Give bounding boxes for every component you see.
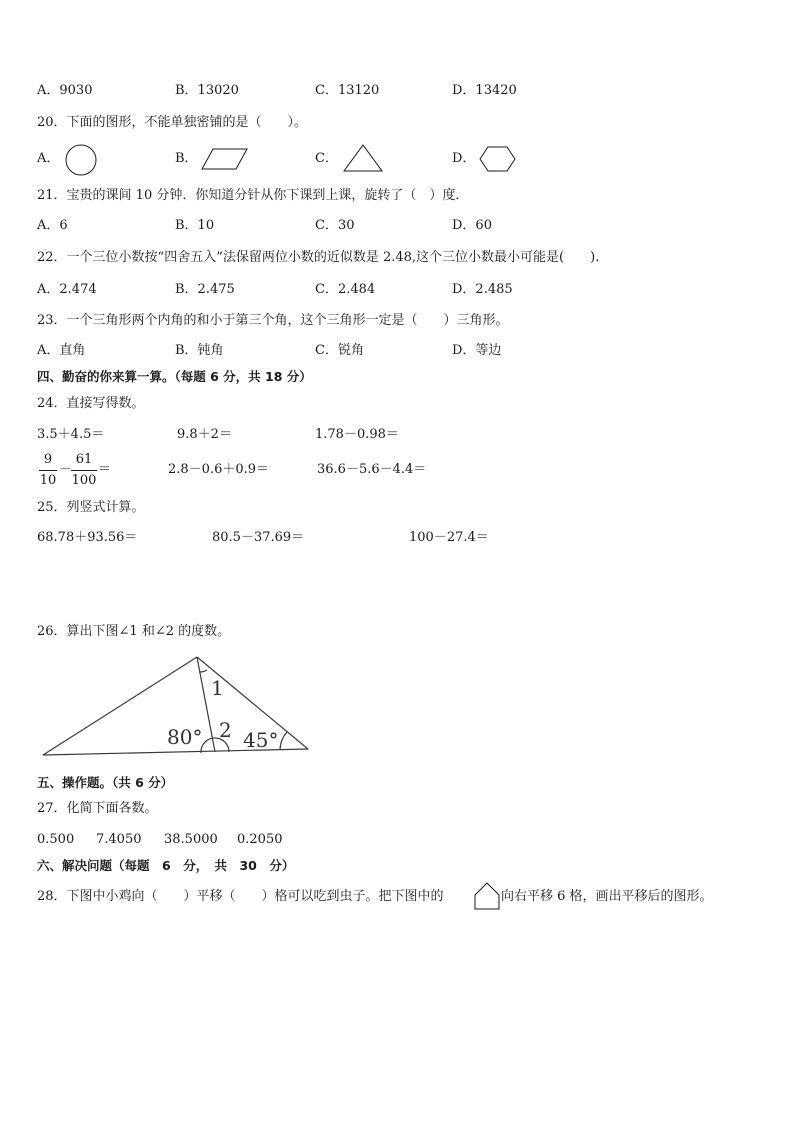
q25-item-2: 80.5－37.69＝ [212, 530, 305, 545]
section-6-heading: 六、解决问题（每题 6 分， 共 30 分） [37, 858, 295, 873]
q22-option-d: D．2.485 [452, 282, 513, 297]
q22-option-b: B．2.475 [175, 282, 235, 297]
section-5-heading: 五、操作题。（共 6 分） [37, 775, 174, 790]
q20-option-a: A． [37, 151, 60, 166]
q23-stem: 23．一个三角形两个内角的和小于第三个角，这个三角形一定是（ ）三角形。 [37, 313, 509, 328]
q20-option-c: C． [315, 151, 338, 166]
section-4-heading: 四、勤奋的你来算一算。（每题 6 分，共 18 分） [37, 369, 312, 384]
q20-option-d: D． [452, 151, 476, 166]
q27-stem: 27．化简下面各数。 [37, 801, 158, 816]
q25-item-1: 68.78＋93.56＝ [37, 530, 138, 545]
q26-stem: 26．算出下图∠1 和∠2 的度数。 [37, 624, 231, 639]
q19-option-d: D．13420 [452, 83, 517, 98]
q22-stem: 22．一个三位小数按“四舍五入”法保留两位小数的近似数是 2.48,这个三位小数最小可能是( ). [37, 250, 600, 265]
house-shape-icon [473, 881, 501, 911]
q22-option-c: C．2.484 [315, 282, 376, 297]
q24-item-1: 3.5＋4.5＝ [37, 427, 105, 442]
q24-item-5: 2.8－0.6＋0.9＝ [168, 462, 270, 477]
angle-label-1: 1 [211, 676, 224, 700]
q24-minus-sign: － [59, 462, 73, 477]
q28-stem-part-1: 28．下图中小鸡向（ ）平移（ ）格可以吃到虫子。把下图中的 [37, 889, 444, 904]
angle-label-45: 45° [243, 728, 279, 752]
q24-equals-sign: ＝ [98, 462, 112, 477]
angle-label-2: 2 [219, 718, 232, 742]
fraction-2-denominator: 100 [71, 473, 97, 488]
q23-option-d: D．等边 [452, 343, 502, 358]
q27-item-2: 7.4050 [96, 832, 142, 847]
q24-item-3: 1.78－0.98＝ [315, 427, 399, 442]
q23-option-c: C．锐角 [315, 343, 364, 358]
angle-label-80: 80° [167, 725, 203, 749]
q25-stem: 25．列竖式计算。 [37, 500, 145, 515]
fraction-2-numerator: 61 [75, 452, 93, 467]
q20-option-b: B． [175, 151, 198, 166]
q24-item-2: 9.8＋2＝ [177, 427, 232, 442]
fraction-1-denominator: 10 [39, 473, 57, 488]
angle-45-arc [280, 732, 287, 750]
q27-item-4: 0.2050 [237, 832, 283, 847]
q27-item-1: 0.500 [37, 832, 75, 847]
q19-option-b: B．13020 [175, 83, 239, 98]
q24-stem: 24．直接写得数。 [37, 396, 145, 411]
q20-stem: 20．下面的图形，不能单独密铺的是（ ）。 [37, 115, 308, 130]
q21-stem: 21．宝贵的课间 10 分钟．你知道分针从你下课到上课，旋转了（ ）度． [37, 188, 469, 203]
q21-option-a: A．6 [37, 218, 68, 233]
q27-item-3: 38.5000 [164, 832, 218, 847]
q21-option-b: B．10 [175, 218, 215, 233]
q21-option-d: D．60 [452, 218, 492, 233]
q22-option-a: A．2.474 [37, 282, 97, 297]
q23-option-b: B．钝角 [175, 343, 224, 358]
q24-item-6: 36.6－5.6－4.4＝ [317, 462, 427, 477]
q21-option-c: C．30 [315, 218, 355, 233]
q25-item-3: 100－27.4＝ [409, 530, 489, 545]
q19-option-a: A．9030 [37, 83, 93, 98]
q28-stem-part-2: 向右平移 6 格，画出平移后的图形。 [501, 889, 713, 904]
fraction-1-numerator: 9 [43, 452, 53, 467]
q23-option-a: A．直角 [37, 343, 86, 358]
q19-option-c: C．13120 [315, 83, 380, 98]
